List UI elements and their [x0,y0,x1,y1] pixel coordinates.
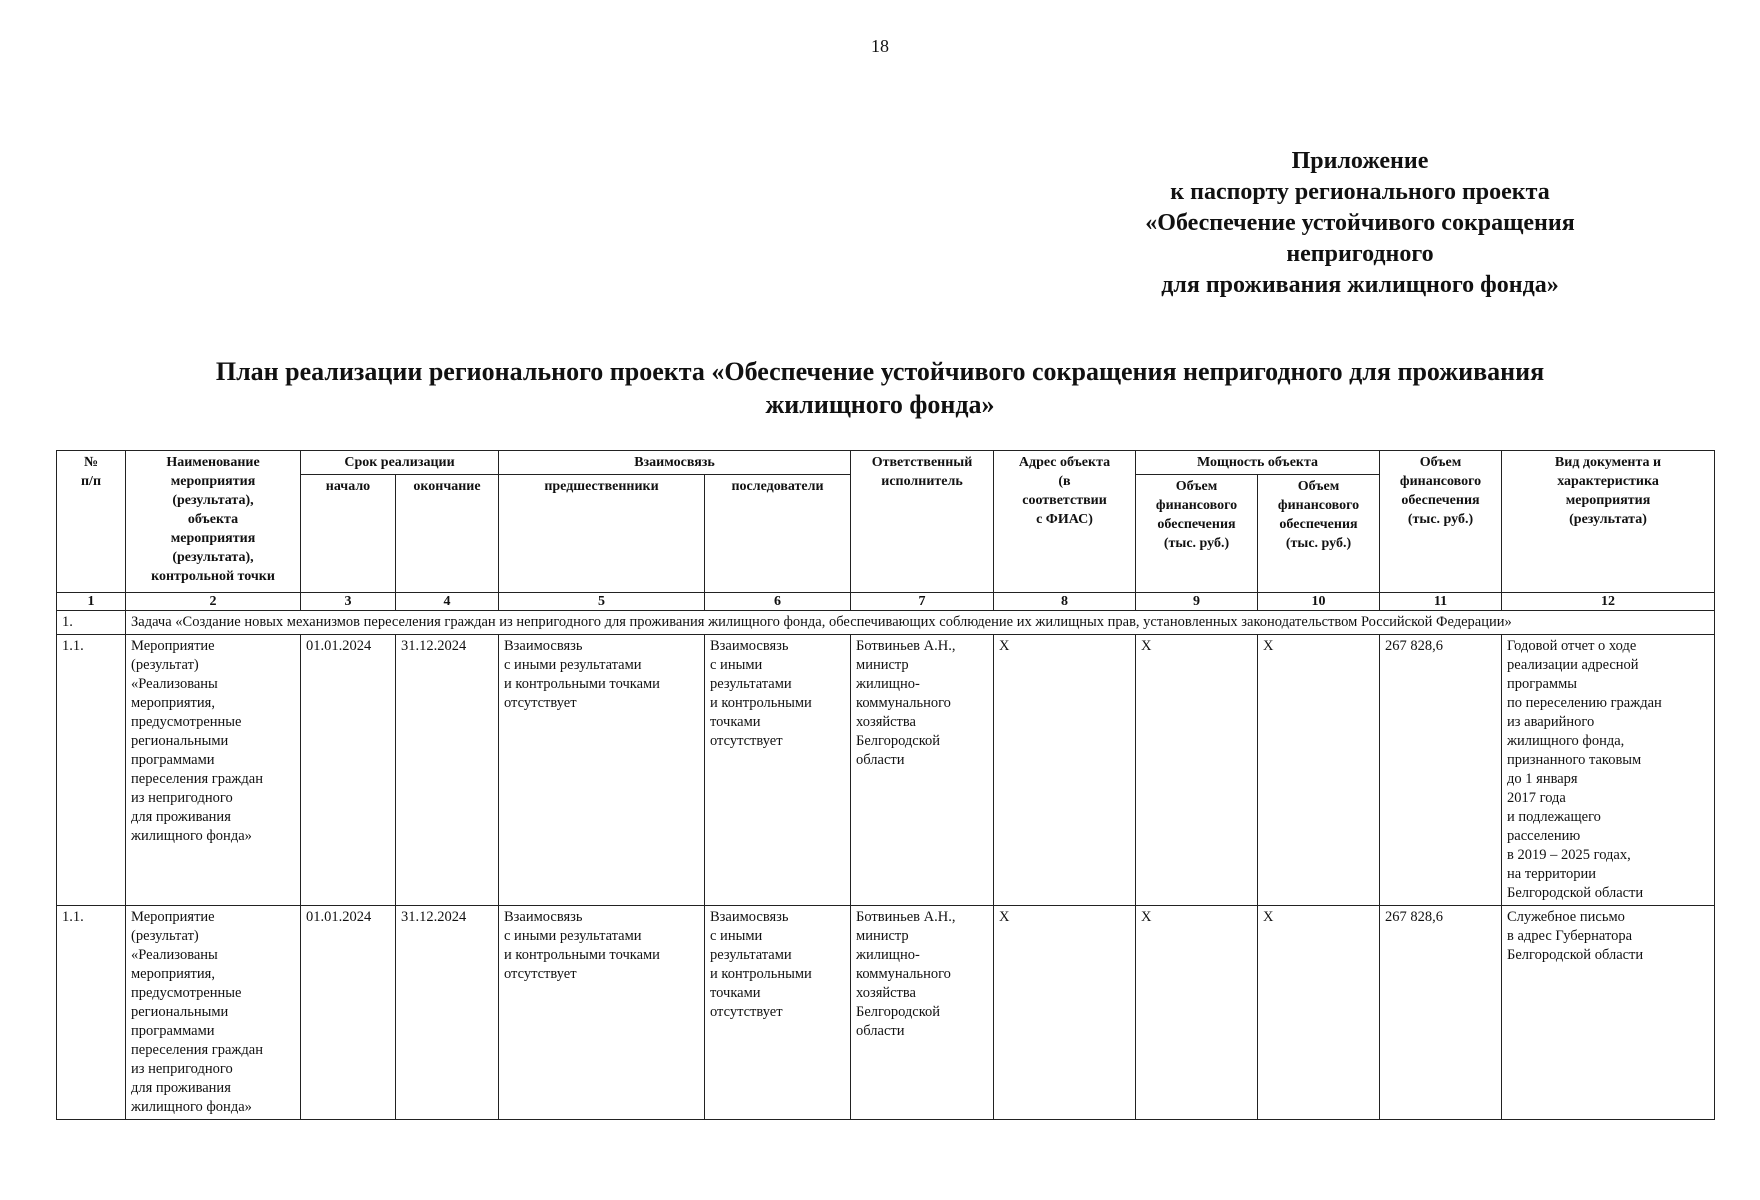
appendix-line: Приложение [1291,148,1429,174]
column-number: 7 [851,593,994,611]
event-name: Мероприятие (результат) «Реализованы мероприятия, предусмотренные региональными программами переселения граждан из непригодного для проживания жилищного фонда» [126,635,301,906]
column-number: 6 [705,593,851,611]
funding-amount: 267 828,6 [1380,635,1502,906]
column-number: 12 [1502,593,1715,611]
header-name: Наименование мероприятия (результата), объекта мероприятия (результата), контрольной точки [126,451,301,593]
start-date: 01.01.2024 [301,635,396,906]
header-link: Взаимосвязь [499,451,851,475]
end-date: 31.12.2024 [396,635,499,906]
responsible: Ботвиньев А.Н., министр жилищно- коммунального хозяйства Белгородской области [851,906,994,1120]
header-responsible: Ответственный исполнитель [851,451,994,593]
appendix-line: «Обеспечение устойчивого сокращения [1145,210,1575,236]
table-row [57,635,1715,906]
column-number: 5 [499,593,705,611]
successors: Взаимосвязь с иными результатами и контрольными точками отсутствует [705,906,851,1120]
plan-title: План реализации регионального проекта «Обеспечение устойчивого сокращения непригодного для проживания жилищного фонда» [215,357,1545,419]
column-number: 4 [396,593,499,611]
header-start: начало [301,475,396,593]
document-type: Годовой отчет о ходе реализации адресной программы по переселению граждан из аварийного жилищного фонда, признанного таковым до 1 января 2017 года и подлежащего расселению в 2019 – 2025 годах, на территории Белгородской области [1502,635,1715,906]
address: X [994,906,1136,1120]
responsible: Ботвиньев А.Н., министр жилищно- коммунального хозяйства Белгородской области [851,635,994,906]
header-volume: Объем финансового обеспечения (тыс. руб.) [1380,451,1502,593]
header-end: окончание [396,475,499,593]
header-successors: последователи [705,475,851,593]
appendix-heading [1080,146,1640,301]
row-number: 1.1. [57,906,126,1120]
task-text: Задача «Создание новых механизмов переселения граждан из непригодного для проживания жилищного фонда, обеспечивающих соблюдение их жилищных прав, установленных законодательством Российской Федерации» [126,611,1715,635]
power-volume-2: X [1258,906,1380,1120]
header-term: Срок реализации [301,451,499,475]
header-document: Вид документа и характеристика мероприятия (результата) [1502,451,1715,593]
plan-table [56,450,1715,1120]
row-number: 1.1. [57,635,126,906]
successors: Взаимосвязь с иными результатами и контрольными точками отсутствует [705,635,851,906]
predecessors: Взаимосвязь с иными результатами и контрольными точками отсутствует [499,906,705,1120]
column-number: 8 [994,593,1136,611]
table-row [57,906,1715,1120]
header-address: Адрес объекта (в соответствии с ФИАС) [994,451,1136,593]
column-number: 9 [1136,593,1258,611]
document-type: Служебное письмо в адрес Губернатора Белгородской области [1502,906,1715,1120]
column-number: 11 [1380,593,1502,611]
start-date: 01.01.2024 [301,906,396,1120]
end-date: 31.12.2024 [396,906,499,1120]
power-volume-2: X [1258,635,1380,906]
appendix-line: непригодного [1286,241,1434,267]
task-row [57,611,1715,635]
appendix-line: для проживания жилищного фонда» [1161,272,1559,298]
header-power-volume-2: Объем финансового обеспечения (тыс. руб.) [1258,475,1380,593]
header-power: Мощность объекта [1136,451,1380,475]
column-number: 10 [1258,593,1380,611]
power-volume-1: X [1136,906,1258,1120]
column-number: 2 [126,593,301,611]
funding-amount: 267 828,6 [1380,906,1502,1120]
header-power-volume-1: Объем финансового обеспечения (тыс. руб.) [1136,475,1258,593]
task-number: 1. [57,611,126,635]
header-predecessors: предшественники [499,475,705,593]
appendix-line: к паспорту регионального проекта [1170,179,1550,205]
address: X [994,635,1136,906]
power-volume-1: X [1136,635,1258,906]
column-number: 3 [301,593,396,611]
predecessors: Взаимосвязь с иными результатами и контрольными точками отсутствует [499,635,705,906]
header-num: № п/п [57,451,126,593]
column-number: 1 [57,593,126,611]
page-number: 18 [871,36,889,56]
event-name: Мероприятие (результат) «Реализованы мероприятия, предусмотренные региональными программами переселения граждан из непригодного для проживания жилищного фонда» [126,906,301,1120]
